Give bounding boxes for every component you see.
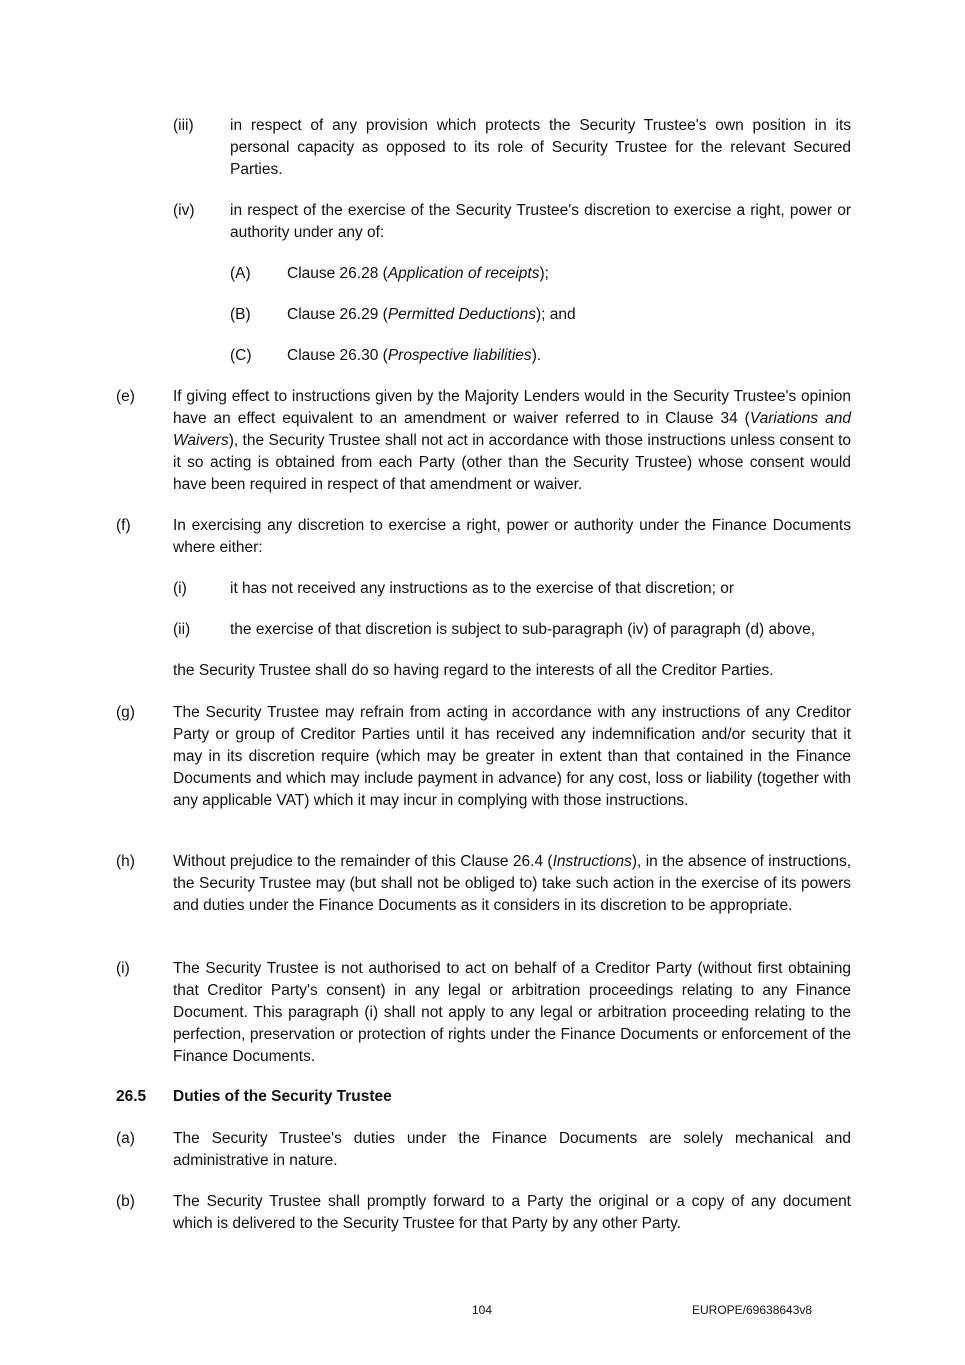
item-label: (a) <box>116 1130 135 1147</box>
document-reference: EUROPE/69638643v8 <box>692 1303 813 1317</box>
item-text: Clause 26.29 (Permitted Deductions); and <box>287 306 576 323</box>
item-label: (iv) <box>173 202 195 219</box>
item-text: the exercise of that discretion is subject to sub-paragraph (iv) of paragraph (d) above, <box>230 621 816 638</box>
section-number: 26.5 <box>116 1088 147 1105</box>
item-text: The Security Trustee shall promptly forward to a Party the original or a copy of any document which is delivered to the Security Trustee for that Party by any other Party. <box>173 1193 851 1232</box>
page-number: 104 <box>472 1303 493 1317</box>
item-text: The Security Trustee's duties under the Finance Documents are solely mechanical and administrative in nature. <box>173 1130 851 1169</box>
item-text: Clause 26.28 (Application of receipts); <box>287 265 549 282</box>
item-label: (A) <box>230 265 251 282</box>
item-text: in respect of the exercise of the Security Trustee's discretion to exercise a right, power or authority under any of: <box>230 202 851 241</box>
item-label: (h) <box>116 853 135 870</box>
item-text: The Security Trustee may refrain from acting in accordance with any instructions of any Creditor Party or group of Creditor Parties until it has received any indemnification and/or security that it may in its discretion require (which may be greater in extent than that contained in the Finance Documents and which may include payment in advance) for any cost, loss or liability (together with any applicable VAT) which it may incur in complying with those instructions. <box>173 704 851 809</box>
section-heading: Duties of the Security Trustee <box>173 1088 392 1105</box>
item-text: in respect of any provision which protects the Security Trustee's own position in its personal capacity as opposed to its role of Security Trustee for the relevant Secured Parties. <box>230 117 851 178</box>
item-label: (i) <box>116 960 130 977</box>
item-label: (i) <box>173 580 187 597</box>
item-text: Without prejudice to the remainder of this Clause 26.4 (Instructions), in the absence of instructions, the Security Trustee may (but shall not be obliged to) take such action in the exercise of its powers and duties under the Finance Documents as it considers in its discretion to be appropriate. <box>173 853 851 914</box>
item-label: (ii) <box>173 621 191 638</box>
item-label: (C) <box>230 347 252 364</box>
item-text: Clause 26.30 (Prospective liabilities). <box>287 347 542 364</box>
item-label: (b) <box>116 1193 135 1210</box>
item-text: it has not received any instructions as to the exercise of that discretion; or <box>230 580 735 597</box>
item-text: The Security Trustee is not authorised to act on behalf of a Creditor Party (without first obtaining that Creditor Party's consent) in any legal or arbitration proceedings relating to any Finance Document. This paragraph (i) shall not apply to any legal or arbitration proceeding relating to the perfection, preservation or protection of rights under the Finance Documents or enforcement of the Finance Documents. <box>173 960 851 1065</box>
item-text: If giving effect to instructions given by the Majority Lenders would in the Security Trustee's opinion have an effect equivalent to an amendment or waiver referred to in Clause 34 (Variations and Waivers), the Security Trustee shall not act in accordance with those instructions unless consent to it so acting is obtained from each Party (other than the Security Trustee) whose consent would have been required in respect of that amendment or waiver. <box>173 388 851 493</box>
item-label: (g) <box>116 704 135 721</box>
item-label: (e) <box>116 388 135 405</box>
item-label: (B) <box>230 306 251 323</box>
item-label: (iii) <box>173 117 194 134</box>
continuation-text: the Security Trustee shall do so having regard to the interests of all the Creditor Parties. <box>173 662 774 679</box>
item-text: In exercising any discretion to exercise a right, power or authority under the Finance Documents where either: <box>173 517 851 556</box>
item-label: (f) <box>116 517 131 534</box>
